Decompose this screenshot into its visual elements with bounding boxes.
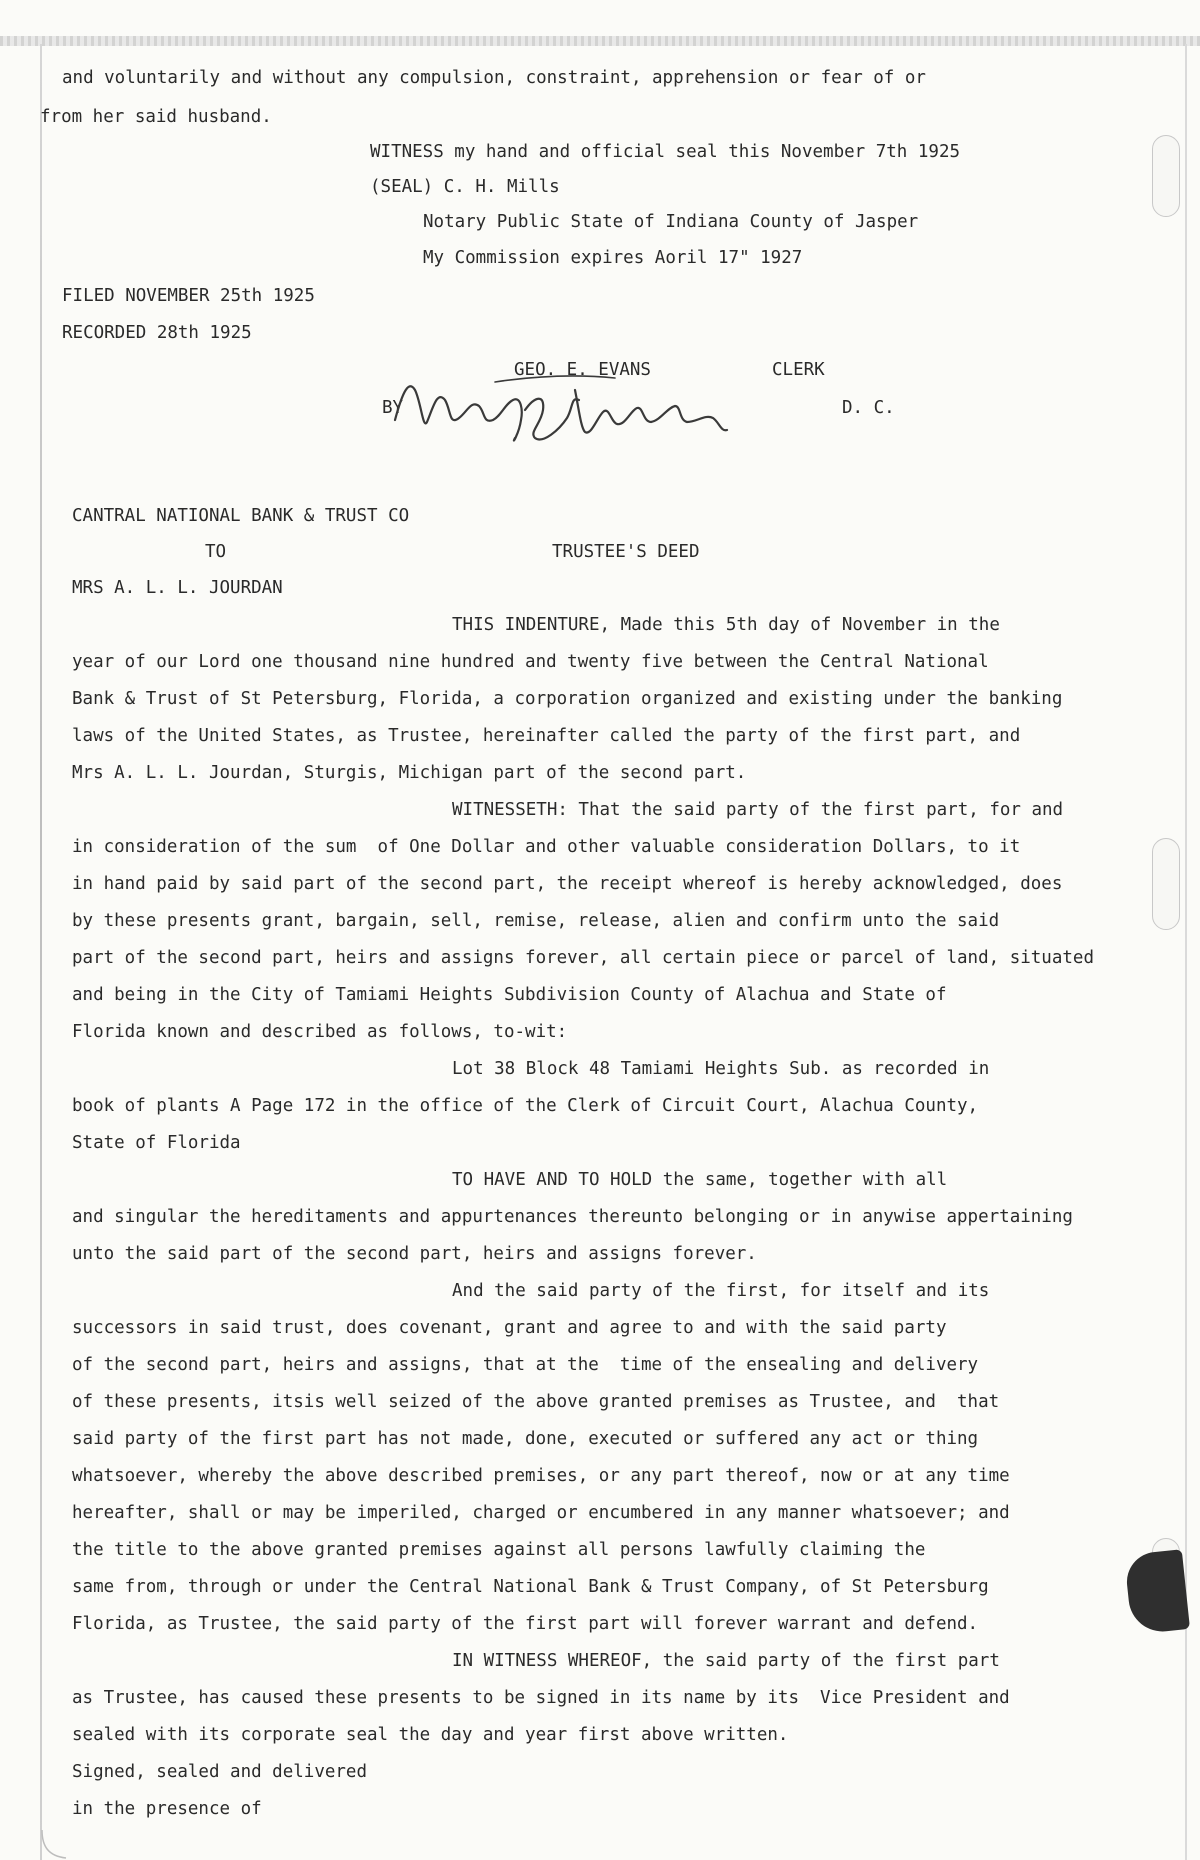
by-label: BY	[382, 398, 404, 418]
text-line: from her said husband.	[40, 107, 272, 127]
text-line: Florida known and described as follows, to-wit:	[72, 1022, 568, 1042]
page-top-border	[0, 36, 1200, 46]
text-line: part of the second part, heirs and assigns forever, all certain piece or parcel of land, situated	[72, 948, 1094, 968]
text-line: My Commission expires Aoril 17" 1927	[423, 248, 803, 268]
grantor-name: CANTRAL NATIONAL BANK & TRUST CO	[72, 506, 410, 526]
text-line: the title to the above granted premises against all persons lawfully claiming the	[72, 1540, 926, 1560]
text-line: in consideration of the sum of One Dollar and other valuable consideration Dollars, to it	[72, 837, 1021, 857]
deed-title: TRUSTEE'S DEED	[552, 542, 700, 562]
ink-blot	[1124, 1549, 1190, 1635]
text-line: hereafter, shall or may be imperiled, charged or encumbered in any manner whatsoever; and	[72, 1503, 1010, 1523]
grantee-name: MRS A. L. L. JOURDAN	[72, 578, 283, 598]
text-line: IN WITNESS WHEREOF, the said party of the first part	[452, 1651, 1000, 1671]
deputy-clerk-label: D. C.	[842, 398, 895, 418]
text-line: State of Florida	[72, 1133, 241, 1153]
handwritten-signature	[375, 360, 775, 460]
text-line: Notary Public State of Indiana County of Jasper	[423, 212, 919, 232]
clerk-name: GEO. E. EVANS	[514, 360, 651, 380]
page-left-edge	[40, 44, 42, 1860]
to-label: TO	[205, 542, 227, 562]
text-line: and voluntarily and without any compulsion, constraint, apprehension or fear of or	[62, 68, 926, 88]
text-line: Mrs A. L. L. Jourdan, Sturgis, Michigan part of the second part.	[72, 763, 747, 783]
text-line: Florida, as Trustee, the said party of the first part will forever warrant and defend.	[72, 1614, 979, 1634]
text-line: of these presents, itsis well seized of the above granted premises as Trustee, and that	[72, 1392, 1000, 1412]
text-line: by these presents grant, bargain, sell, remise, release, alien and confirm unto the said	[72, 911, 1000, 931]
text-line: of the second part, heirs and assigns, that at the time of the ensealing and delivery	[72, 1355, 979, 1375]
text-line: TO HAVE AND TO HOLD the same, together with all	[452, 1170, 948, 1190]
text-line: WITNESSETH: That the said party of the first part, for and	[452, 800, 1064, 820]
text-line: And the said party of the first, for itself and its	[452, 1281, 990, 1301]
recorded-date: RECORDED 28th 1925	[62, 323, 252, 343]
punch-hole	[1152, 135, 1180, 217]
punch-hole	[1152, 838, 1180, 930]
text-line: laws of the United States, as Trustee, hereinafter called the party of the first part, and	[72, 726, 1021, 746]
text-line: WITNESS my hand and official seal this November 7th 1925	[370, 142, 961, 162]
text-line: and being in the City of Tamiami Heights Subdivision County of Alachua and State of	[72, 985, 947, 1005]
text-line: whatsoever, whereby the above described premises, or any part thereof, now or at any time	[72, 1466, 1010, 1486]
filed-date: FILED NOVEMBER 25th 1925	[62, 286, 315, 306]
text-line: successors in said trust, does covenant, grant and agree to and with the said party	[72, 1318, 947, 1338]
page-corner-curl	[40, 1830, 70, 1860]
text-line: in the presence of	[72, 1799, 262, 1819]
text-line: and singular the hereditaments and appurtenances thereunto belonging or in anywise appertaining	[72, 1207, 1073, 1227]
text-line: sealed with its corporate seal the day and year first above written.	[72, 1725, 789, 1745]
text-line: Bank & Trust of St Petersburg, Florida, a corporation organized and existing under the banking	[72, 689, 1063, 709]
text-line: Lot 38 Block 48 Tamiami Heights Sub. as recorded in	[452, 1059, 990, 1079]
clerk-title: CLERK	[772, 360, 825, 380]
text-line: Signed, sealed and delivered	[72, 1762, 368, 1782]
text-line: in hand paid by said part of the second part, the receipt whereof is hereby acknowledged, does	[72, 874, 1063, 894]
text-line: (SEAL) C. H. Mills	[370, 177, 560, 197]
text-line: book of plants A Page 172 in the office of the Clerk of Circuit Court, Alachua County,	[72, 1096, 979, 1116]
text-line: year of our Lord one thousand nine hundred and twenty five between the Central National	[72, 652, 989, 672]
text-line: unto the said part of the second part, heirs and assigns forever.	[72, 1244, 757, 1264]
text-line: said party of the first part has not made, done, executed or suffered any act or thing	[72, 1429, 979, 1449]
text-line: as Trustee, has caused these presents to be signed in its name by its Vice President and	[72, 1688, 1010, 1708]
text-line: THIS INDENTURE, Made this 5th day of November in the	[452, 615, 1000, 635]
text-line: same from, through or under the Central National Bank & Trust Company, of St Petersburg	[72, 1577, 989, 1597]
